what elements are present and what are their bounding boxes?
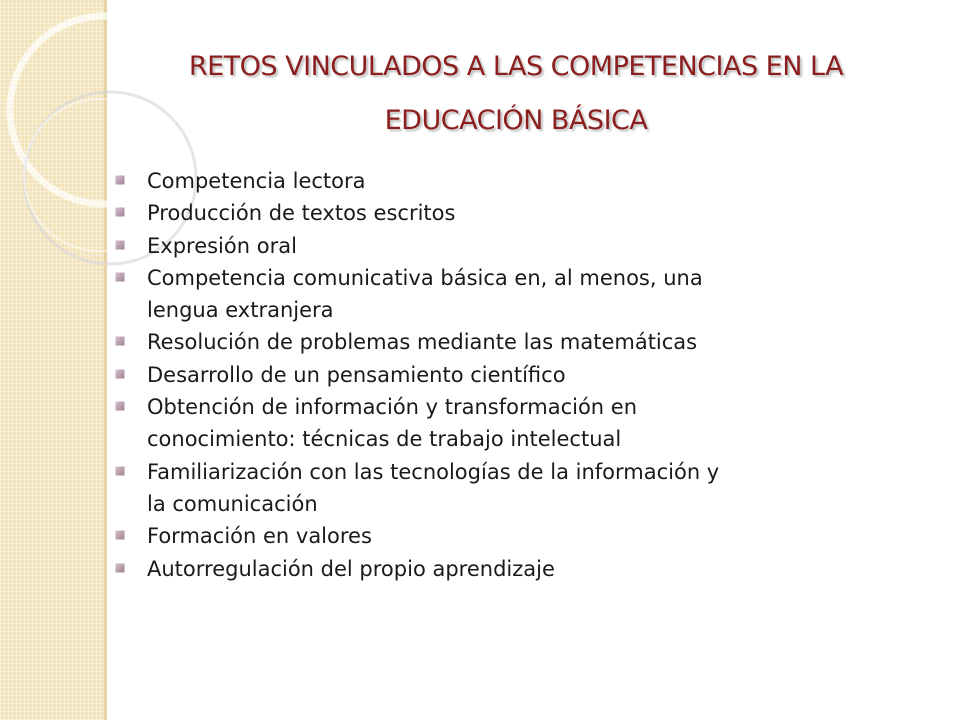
list-item xyxy=(112,197,832,229)
list-item-text: Producción de textos escritos xyxy=(147,201,456,226)
title-line-2: EDUCACIÓN BÁSICA xyxy=(384,105,648,136)
bullet-list xyxy=(112,165,832,585)
decorative-side-band xyxy=(0,0,104,720)
list-item xyxy=(112,553,832,585)
list-item xyxy=(112,230,832,262)
list-item-text: Competencia lectora xyxy=(147,169,366,193)
list-item-text: Obtención de información y transformación en xyxy=(147,395,638,420)
square-bullet-icon xyxy=(114,465,127,478)
list-item-text: Familiarización con las tecnologías de la información y xyxy=(147,459,720,484)
side-band-edge xyxy=(104,0,107,720)
list-item xyxy=(112,359,832,391)
list-item xyxy=(112,391,832,456)
list-item xyxy=(112,456,832,521)
list-item-text: Expresión oral xyxy=(147,233,297,258)
list-item-text: la comunicación xyxy=(147,491,318,516)
square-bullet-icon xyxy=(114,206,127,219)
title-line-1: RETOS VINCULADOS A LAS COMPETENCIAS EN LA xyxy=(188,51,844,82)
list-item-text: Formación en valores xyxy=(147,524,372,549)
square-bullet-icon xyxy=(114,400,127,413)
square-bullet-icon xyxy=(114,529,127,542)
square-bullet-icon xyxy=(114,335,127,348)
list-item-text: conocimiento: técnicas de trabajo intelectual xyxy=(147,427,622,452)
list-item xyxy=(112,326,832,358)
list-item xyxy=(112,520,832,552)
list-item-text: Competencia comunicativa básica en, al menos, una xyxy=(147,265,703,290)
square-bullet-icon xyxy=(114,271,127,284)
list-item xyxy=(112,165,832,197)
list-item-text: Desarrollo de un pensamiento científico xyxy=(147,362,566,387)
list-item xyxy=(112,262,832,327)
list-item-text: Resolución de problemas mediante las matemáticas xyxy=(147,330,698,355)
square-bullet-icon xyxy=(114,239,127,252)
square-bullet-icon xyxy=(114,562,127,575)
list-item-text: lengua extranjera xyxy=(147,298,334,323)
slide-title xyxy=(116,40,916,148)
square-bullet-icon xyxy=(114,174,127,187)
square-bullet-icon xyxy=(114,368,127,381)
list-item-text: Autorregulación del propio aprendizaje xyxy=(147,556,555,581)
